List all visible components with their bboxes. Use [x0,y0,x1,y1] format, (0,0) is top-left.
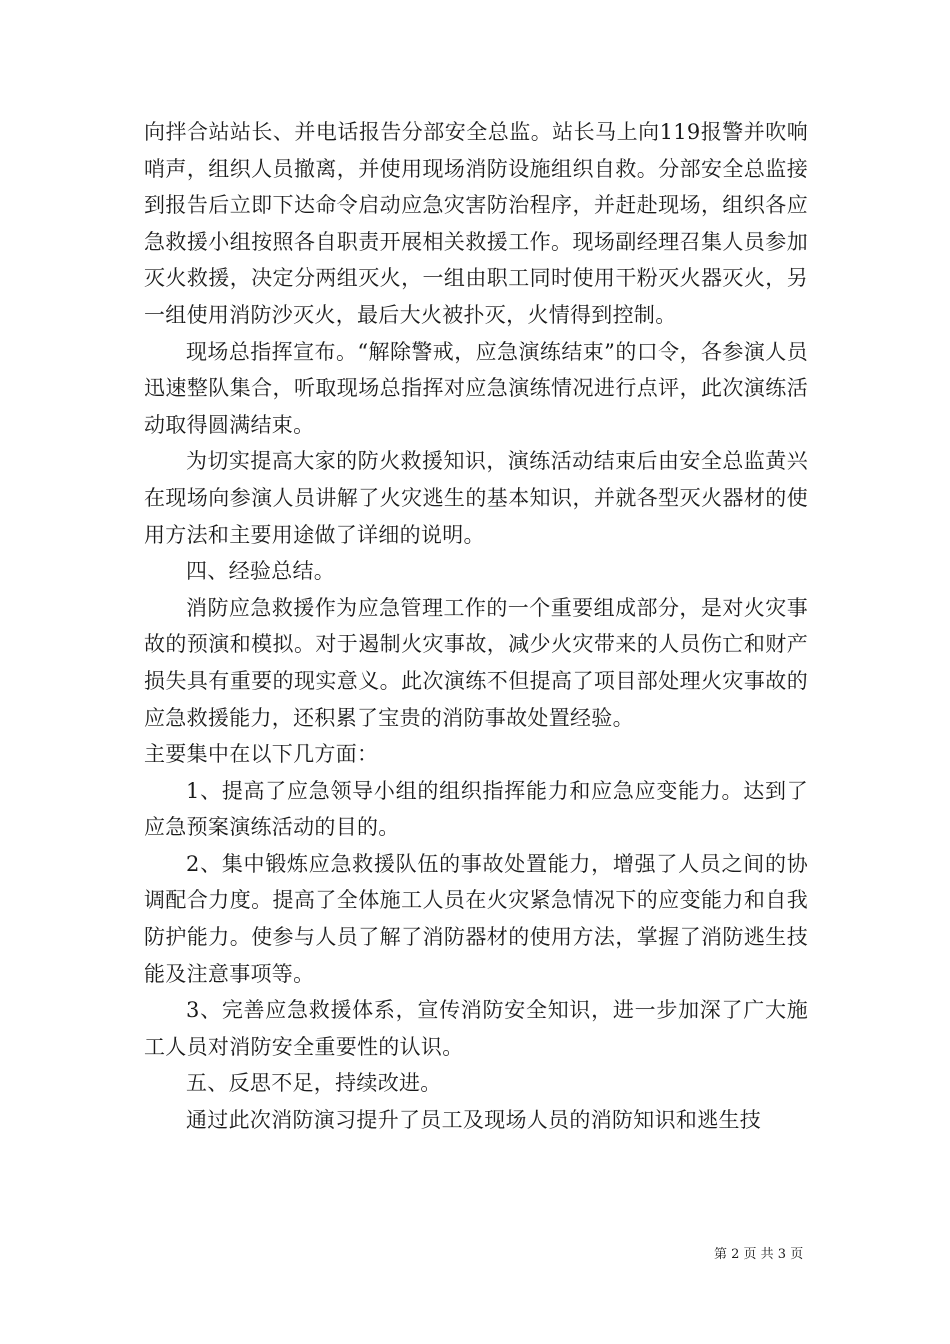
list-item-3: 3、完善应急救援体系，宣传消防安全知识，进一步加深了广大施工人员对消防安全重要性的认识。 [144,998,808,1059]
paragraph-5: 消防应急救援作为应急管理工作的一个重要组成部分，是对火灾事故的预演和模拟。对于遏制火灾事故，减少火灾带来的人员伤亡和财产损失具有重要的现实意义。此次演练不但提高了项目部处理火灾事故的应急救援能力，还积累了宝贵的消防事故处置经验。 [144,595,808,730]
paragraph-2: 现场总指挥宣布。“解除警戒，应急演练结束”的口令，各参演人员迅速整队集合，听取现场总指挥对应急演练情况进行点评，此次演练活动取得圆满结束。 [144,339,808,437]
paragraph-3: 为切实提高大家的防火救援知识，演练活动结束后由安全总监黄兴在现场向参演人员讲解了火灾逃生的基本知识，并就各型灭火器材的使用方法和主要用途做了详细的说明。 [144,449,808,547]
paragraph-last: 通过此次消防演习提升了员工及现场人员的消防知识和逃生技 [186,1108,762,1133]
paragraph-6: 主要集中在以下几方面： [144,742,379,767]
list-item-2: 2、集中锻炼应急救援队伍的事故处置能力，增强了人员之间的协调配合力度。提高了全体施工人员在火灾紧急情况下的应变能力和自我防护能力。使参与人员了解了消防器材的使用方法，掌握了消防逃生技能及注意事项等。 [144,851,808,986]
paragraph-1: 向拌合站站长、并电话报告分部安全总监。站长马上向119报警并吹响哨声，组织人员撤离，并使用现场消防设施组织自救。分部安全总监接到报告后立即下达命令启动应急灾害防治程序，并赶赴现场，组织各应急救援小组按照各自职责开展相关救援工作。现场副经理召集人员参加灭火救援，决定分两组灭火，一组由职工同时使用干粉灭火器灭火，另一组使用消防沙灭火，最后大火被扑灭，火情得到控制。 [144,120,808,327]
section-heading-5: 五、反思不足，持续改进。 [186,1071,442,1096]
document-body [144,114,808,1139]
list-item-1: 1、提高了应急领导小组的组织指挥能力和应急应变能力。达到了应急预案演练活动的目的。 [144,778,808,840]
section-heading-4: 四、经验总结。 [186,559,336,584]
page-number: 第 2 页 共 3 页 [714,1247,804,1262]
